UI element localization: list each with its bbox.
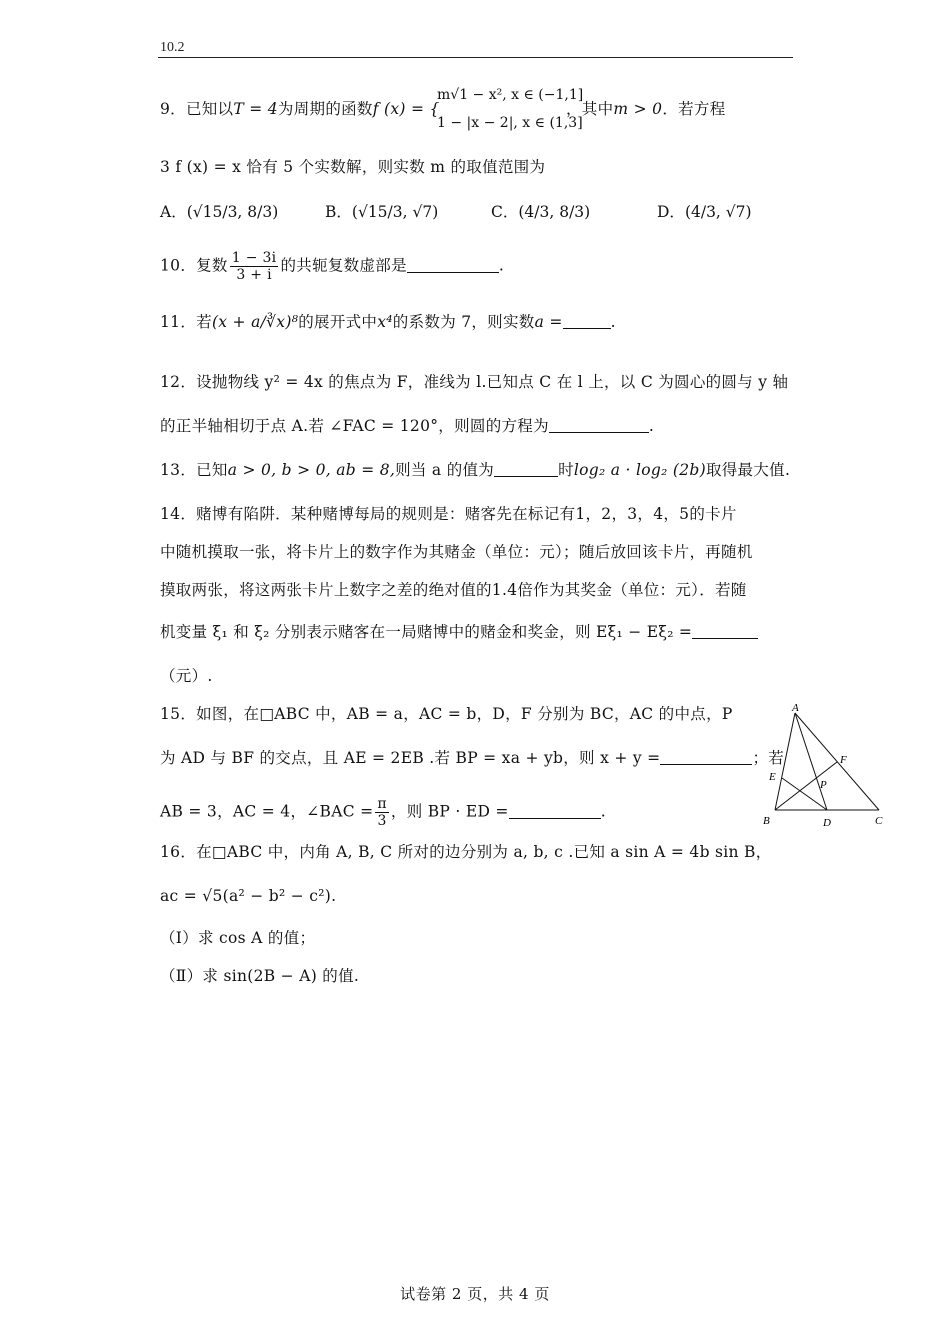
- q15-answer-blank-1[interactable]: [660, 750, 752, 765]
- q12-line1: 12．设抛物线 y² = 4x 的焦点为 F，准线为 l.已知点 C 在 l 上，以 C 为圆心的圆与 y 轴: [160, 373, 789, 391]
- q10-line: 10．复数 $\frac{1 - 3i}{3 + i}$ 的共轭复数虚部是 .: [160, 250, 505, 283]
- page-footer: 试卷第 2 页，共 4 页: [400, 1285, 550, 1303]
- q11-line: 11．若(x + a/∛x)⁸的展开式中x⁴的系数为 7，则实数a = .: [160, 313, 616, 331]
- q15-answer-blank-2[interactable]: [509, 804, 601, 819]
- label-a: A: [792, 702, 799, 714]
- q15-pi-fraction: $\frac{\pi}{3}$: [377, 796, 387, 829]
- q9-option-b: B．(√15/3, √7): [325, 203, 439, 221]
- side-ab: [775, 713, 795, 810]
- q9-line2: 3 f (x) = x 恰有 5 个实数解，则实数 m 的取值范围为: [160, 158, 546, 176]
- q9-option-a: A．(√15/3, 8/3): [160, 203, 279, 221]
- q16-line2: ac = √5(a² − b² − c²).: [160, 887, 337, 905]
- q10-fraction: $\frac{1 - 3i}{3 + i}$: [231, 250, 277, 283]
- label-f: F: [840, 754, 847, 766]
- side-ac: [795, 713, 879, 810]
- q14-line2: 中随机摸取一张，将卡片上的数字作为其赌金（单位：元）；随后放回该卡片，再随机: [160, 543, 753, 561]
- q15-line3: AB = 3，AC = 4，∠BAC = $\frac{\pi}{3}$ ，则 BP · ED = .: [160, 796, 606, 829]
- triangle-figure: [755, 700, 895, 835]
- label-d: D: [823, 817, 831, 829]
- label-e: E: [769, 771, 776, 783]
- label-b: B: [763, 815, 770, 827]
- header-label: 10.2: [160, 40, 185, 55]
- segment-ad: [795, 713, 827, 810]
- q13-line: 13．已知a > 0, b > 0, ab = 8,则当 a 的值为 时log₂ a · log₂ (2b)取得最大值.: [160, 461, 791, 479]
- q9-line1: 9．已知以T = 4为周期的函数f (x) = {: [160, 100, 440, 118]
- q16-part1: （Ⅰ）求 cos A 的值；: [160, 929, 316, 947]
- q15-line2: 为 AD 与 BF 的交点，且 AE = 2EB .若 BP = xa + yb，则 x + y = ；若: [160, 749, 785, 767]
- header-rule: [158, 57, 793, 58]
- q14-line3: 摸取两张，将这两张卡片上数字之差的绝对值的1.4倍作为其奖金（单位：元）．若随: [160, 581, 747, 599]
- q13-answer-blank[interactable]: [494, 462, 558, 477]
- q14-line4: 机变量 ξ₁ 和 ξ₂ 分别表示赌客在一局赌博中的赌金和奖金，则 Eξ₁ − Eξ₂ =: [160, 622, 758, 642]
- q10-answer-blank[interactable]: [407, 258, 499, 273]
- q12-line2: 的正半轴相切于点 A.若 ∠FAC = 120°，则圆的方程为 .: [160, 417, 655, 435]
- label-c: C: [875, 815, 883, 827]
- q14-answer-blank[interactable]: [692, 624, 758, 639]
- label-p: P: [820, 779, 827, 791]
- q9-case2: 1 − |x − 2|, x ∈ (1,3]: [437, 115, 583, 131]
- q14-line5: （元）.: [160, 667, 213, 685]
- q15-line1: 15．如图，在□ABC 中，AB = a，AC = b，D，F 分别为 BC，AC 的中点，P: [160, 705, 733, 723]
- q9-option-c: C．(4/3, 8/3): [491, 203, 591, 221]
- q9-line1-tail: ，其中m > 0．若方程: [566, 100, 726, 118]
- q11-answer-blank[interactable]: [563, 314, 611, 329]
- q16-part2: （Ⅱ）求 sin(2B − A) 的值.: [160, 967, 360, 985]
- q16-line1: 16．在□ABC 中，内角 A, B, C 所对的边分别为 a, b, c .已知 a sin A = 4b sin B，: [160, 843, 772, 861]
- q9-case1: m√1 − x², x ∈ (−1,1]: [437, 87, 584, 103]
- q12-answer-blank[interactable]: [549, 418, 649, 433]
- q14-line1: 14．赌博有陷阱．某种赌博每局的规则是：赌客先在标记有1，2，3，4，5的卡片: [160, 505, 737, 523]
- segment-bf: [775, 762, 837, 810]
- q9-option-d: D．(4/3, √7): [657, 203, 752, 221]
